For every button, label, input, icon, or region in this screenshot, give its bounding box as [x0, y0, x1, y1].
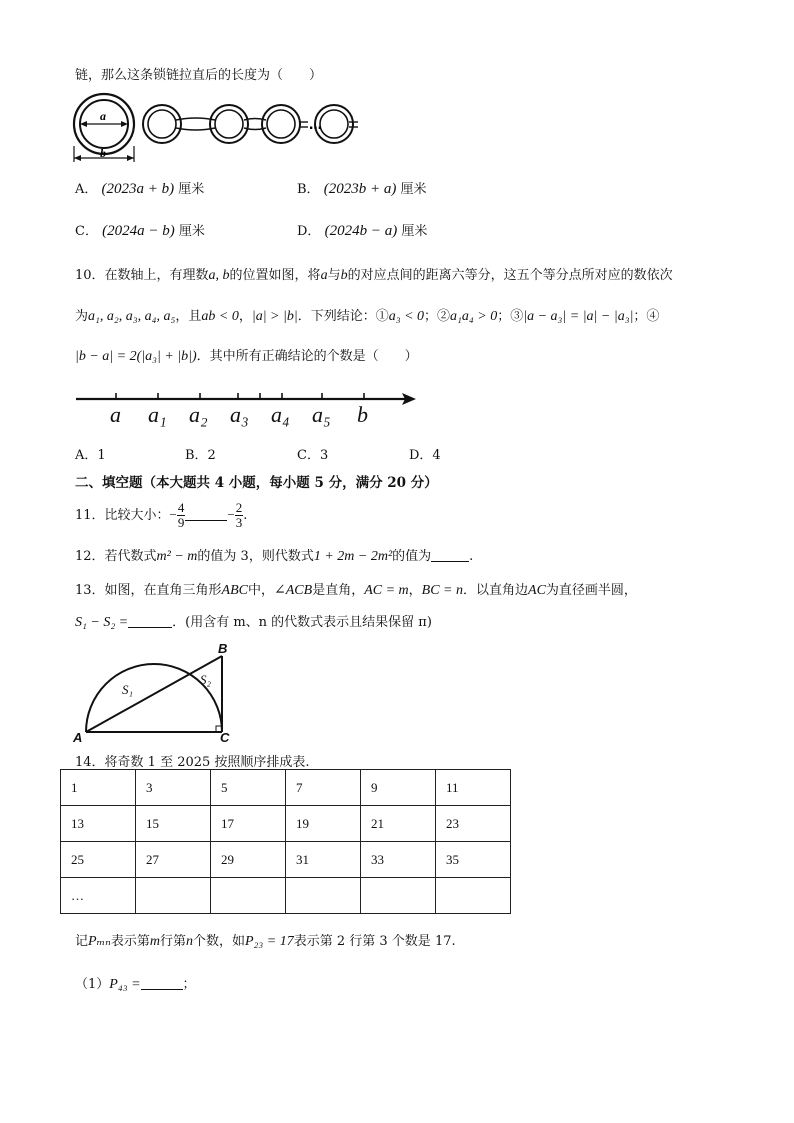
q14-sub1-answer-blank[interactable] [141, 977, 183, 990]
q9-stem-tail: 链，那么这条锁链拉直后的长度为（ ） [75, 68, 323, 83]
q14-note: 记Pₘₙ表示第m行第n个数，如P₂₃ = 17表示第 2 行第 3 个数是 17. [75, 934, 456, 949]
table-row [61, 806, 511, 842]
q9-chain-figure [68, 86, 368, 168]
table-cell [361, 878, 436, 914]
q12: 12．若代数式m² − m的值为 3，则代数式1 + 2m − 2m²的值为 . [75, 549, 474, 564]
table-row [61, 878, 511, 914]
odd-number-table [60, 769, 511, 914]
q13-label-s2: S₂ [200, 672, 212, 687]
q11-fraction-2: $\frac{2}{3}$ [235, 500, 243, 530]
q13-figure [72, 638, 242, 746]
axis-label-a: a [110, 402, 121, 427]
table-cell: … [61, 878, 136, 914]
q10-number-line [70, 382, 420, 432]
table-cell: 7 [286, 770, 361, 806]
q10-option-a[interactable]: A．1 [75, 448, 106, 463]
q13-label-c: C [220, 730, 230, 745]
axis-label-a3: a₃ [230, 402, 249, 427]
table-cell: 25 [61, 842, 136, 878]
q10-line3: |b − a| = 2(|a₃| + |b|)．其中所有正确结论的个数是（ ） [75, 349, 418, 364]
q13-label-b: B [218, 641, 228, 656]
q10-line2: 为a₁, a₂, a₃, a₄, a₅，且ab < 0，|a| > |b|．下列结论：①a₃ < 0；②a₁a₄ > 0；③|a − a₃| = |a| − |a₃|；④ [75, 309, 660, 324]
q9-option-d[interactable]: D． (2024b − a) 厘米 [297, 223, 428, 239]
q9-figure-label-b: b [100, 146, 106, 160]
q9-option-a[interactable]: A． (2023a + b) 厘米 [75, 181, 205, 197]
q13-line2: S₁ − S₂ = ．(用含有 m、n 的代数式表示且结果保留 π) [75, 615, 432, 630]
q10-option-c[interactable]: C．3 [297, 448, 329, 463]
table-cell [436, 878, 511, 914]
table-cell: 5 [211, 770, 286, 806]
table-cell: 1 [61, 770, 136, 806]
table-cell: 29 [211, 842, 286, 878]
table-row [61, 770, 511, 806]
q10-option-d[interactable]: D．4 [409, 448, 441, 463]
axis-label-a4: a₄ [271, 402, 290, 427]
table-cell: 9 [361, 770, 436, 806]
q13-line1: 13．如图，在直角三角形ABC中，∠ACB是直角，AC = m，BC = n．以直角边AC为直径画半圆， [75, 583, 637, 598]
q13-label-a: A [73, 730, 83, 745]
q10-line1: 10．在数轴上，有理数a, b的位置如图，将a与b的对应点间的距离六等分，这五个等分点所对应的数依次 [75, 268, 673, 283]
q10-option-b[interactable]: B．2 [185, 448, 216, 463]
axis-label-a1: a₁ [148, 402, 167, 427]
q9-option-c[interactable]: C． (2024a − b) 厘米 [75, 223, 205, 239]
q11-answer-blank[interactable] [185, 508, 227, 521]
q13-label-s1: S₁ [122, 682, 134, 697]
table-cell: 33 [361, 842, 436, 878]
table-cell: 11 [436, 770, 511, 806]
table-row [61, 842, 511, 878]
q14-stem: 14．将奇数 1 至 2025 按照顺序排成表. [75, 755, 310, 770]
section2-title: 二、填空题（本大题共 4 小题，每小题 5 分，满分 20 分） [75, 475, 438, 491]
q11: 11．比较大小：− $\frac{4}{9}$ − $\frac{2}{3}$ . [75, 500, 248, 530]
table-cell: 15 [136, 806, 211, 842]
table-cell: 19 [286, 806, 361, 842]
table-cell: 21 [361, 806, 436, 842]
q9-figure-ellipsis: … [309, 118, 322, 133]
table-cell [136, 878, 211, 914]
q13-answer-blank[interactable] [128, 615, 172, 628]
table-cell: 23 [436, 806, 511, 842]
table-cell: 13 [61, 806, 136, 842]
table-cell: 3 [136, 770, 211, 806]
q9-figure-label-a: a [100, 109, 106, 123]
table-cell [286, 878, 361, 914]
axis-label-a2: a₂ [189, 402, 208, 427]
axis-label-b: b [357, 402, 368, 427]
q14-subquestion-1: （1）P₄₃ = ； [75, 977, 196, 992]
table-cell: 35 [436, 842, 511, 878]
table-cell: 31 [286, 842, 361, 878]
axis-label-a5: a₅ [312, 402, 331, 427]
table-cell [211, 878, 286, 914]
q12-answer-blank[interactable] [431, 549, 469, 562]
q11-fraction-1: $\frac{4}{9}$ [177, 500, 185, 530]
q9-option-b[interactable]: B． (2023b + a) 厘米 [297, 181, 427, 197]
table-cell: 27 [136, 842, 211, 878]
table-cell: 17 [211, 806, 286, 842]
